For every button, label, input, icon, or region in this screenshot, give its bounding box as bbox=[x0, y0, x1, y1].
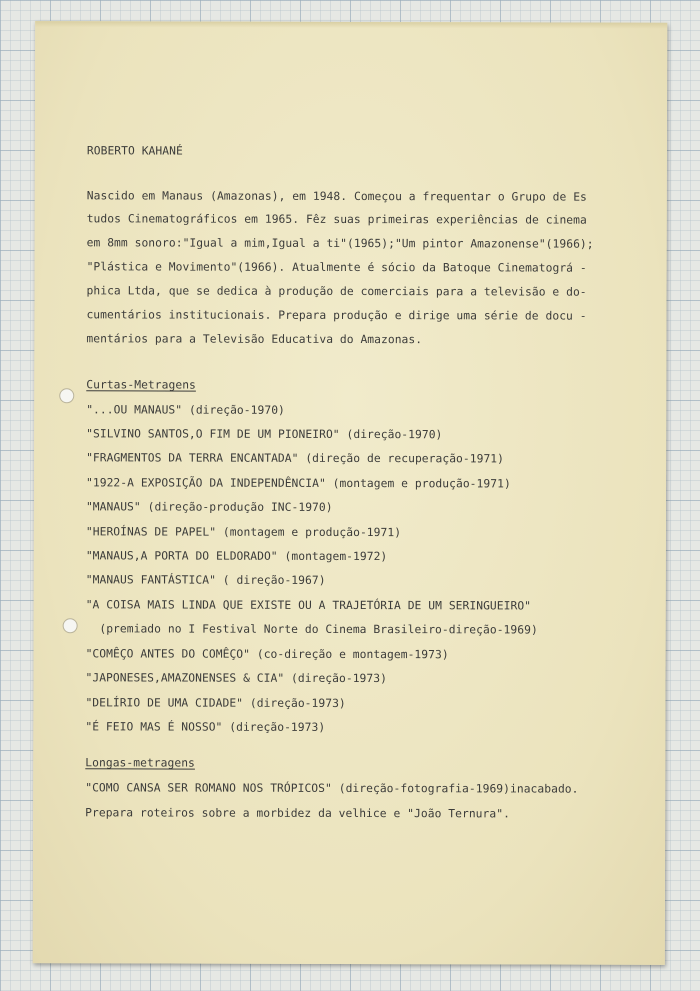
film-entry: "COMÊÇO ANTES DO COMÊÇO" (co-direção e montagem-1973) bbox=[85, 647, 449, 662]
film-entry: "A COISA MAIS LINDA QUE EXISTE OU A TRAJETÓRIA DE UM SERINGUEIRO" bbox=[85, 598, 532, 613]
curtas-heading: Curtas-Metragens bbox=[86, 378, 196, 392]
film-entry: "HEROÍNAS DE PAPEL" (montagem e produção-1971) bbox=[85, 525, 402, 540]
film-entry: "MANAUS,A PORTA DO ELDORADO" (montagem-1972) bbox=[85, 549, 388, 564]
film-entry: "JAPONESES,AMAZONENSES & CIA" (direção-1973) bbox=[85, 671, 387, 686]
film-entry: "FRAGMENTOS DA TERRA ENCANTADA" (direção de recuperação-1971) bbox=[86, 451, 505, 466]
sheet-edge-shading bbox=[35, 21, 667, 29]
author-name: ROBERTO KAHANÉ bbox=[86, 144, 183, 158]
bio-line: phica Ltda, que se dedica à produção de comerciais para a televisão e do- bbox=[86, 284, 587, 299]
film-entry: "1922-A EXPOSIÇÃO DA INDEPENDÊNCIA" (montagem e produção-1971) bbox=[86, 476, 511, 491]
bio-line: mentários para a Televisão Educativa do Amazonas. bbox=[86, 332, 423, 347]
bio-line: cumentários institucionais. Prepara produção e dirige uma série de docu - bbox=[86, 308, 587, 323]
film-entry: "DELÍRIO DE UMA CIDADE" (direção-1973) bbox=[85, 696, 346, 710]
film-entry: "SILVINO SANTOS,O FIM DE UM PIONEIRO" (direção-1970) bbox=[86, 427, 443, 442]
bio-line: tudos Cinematográficos em 1965. Fêz suas primeiras experiências de cinema bbox=[86, 212, 587, 227]
film-entry-note: (premiado no I Festival Norte do Cinema Brasileiro-direção-1969) bbox=[85, 622, 538, 637]
film-entry: "MANAUS FANTÁSTICA" ( direção-1967) bbox=[85, 573, 326, 587]
longas-heading: Longas-metragens bbox=[85, 756, 195, 770]
punch-hole-bottom bbox=[63, 618, 78, 633]
film-entry: Prepara roteiros sobre a morbidez da velhice e "João Ternura". bbox=[85, 806, 510, 821]
film-entry: "MANAUS" (direção-produção INC-1970) bbox=[85, 500, 333, 514]
bio-line: "Plástica e Movimento"(1966). Atualmente é sócio da Batoque Cinematográ - bbox=[86, 260, 587, 275]
film-entry: "É FEIO MAS É NOSSO" (direção-1973) bbox=[85, 720, 326, 734]
bio-line: Nascido em Manaus (Amazonas), em 1948. Começou a frequentar o Grupo de Es bbox=[86, 189, 587, 204]
bio-line: em 8mm sonoro:"Igual a mim,Igual a ti"(1965);"Um pintor Amazonense"(1966); bbox=[86, 236, 594, 251]
film-entry: "COMO CANSA SER ROMANO NOS TRÓPICOS" (direção-fotografia-1969)inacabado. bbox=[85, 781, 579, 796]
film-entry: "...OU MANAUS" (direção-1970) bbox=[86, 403, 285, 417]
punch-hole-top bbox=[59, 388, 74, 403]
typewritten-sheet bbox=[33, 21, 667, 965]
